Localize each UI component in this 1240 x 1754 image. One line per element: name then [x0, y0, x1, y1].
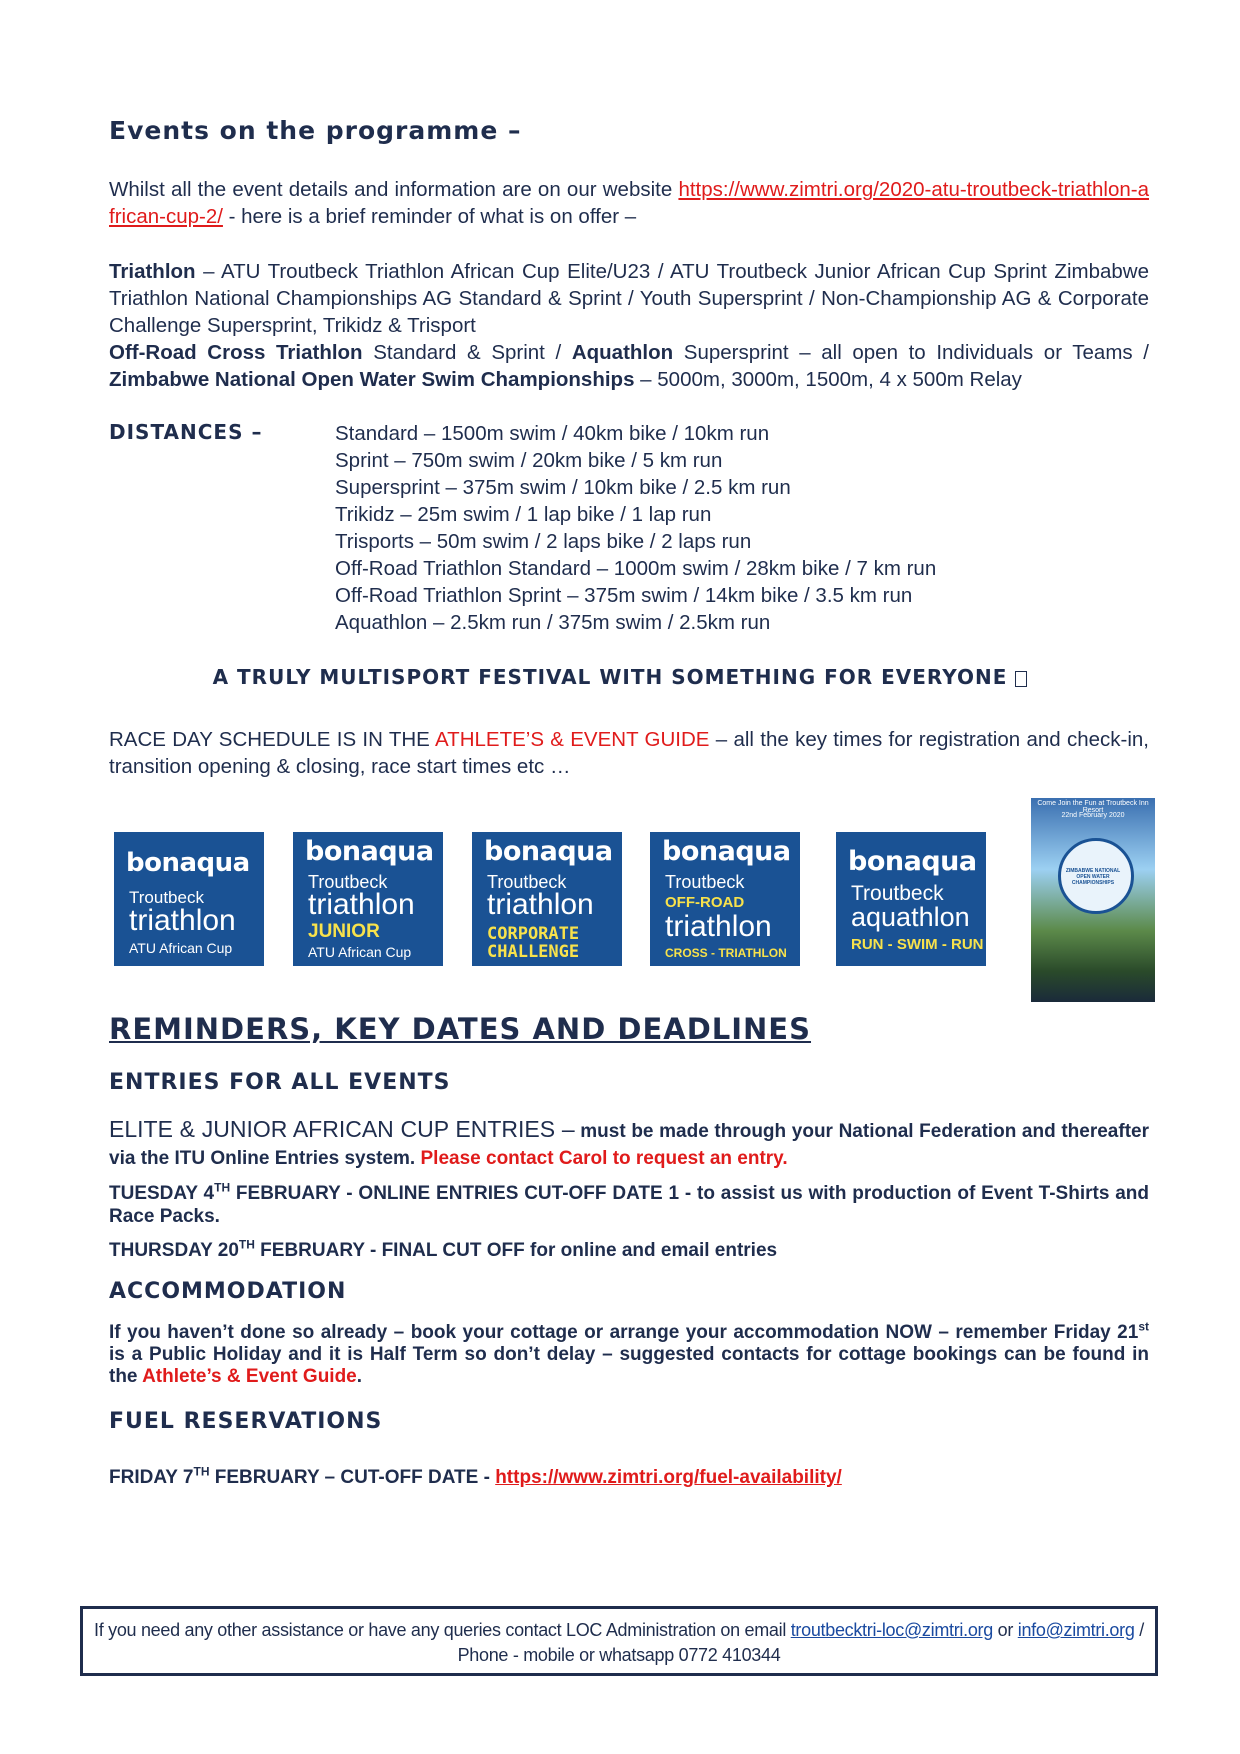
logo-line: triathlon: [129, 904, 236, 937]
footer-phone: Phone - mobile or whatsapp 0772 410344: [457, 1645, 781, 1665]
logo-line: JUNIOR: [308, 921, 380, 942]
poster-top-text: Come Join the Fun at Troutbeck Inn Resort: [1037, 800, 1149, 814]
contact-carol-note: Please contact Carol to request an entry.: [420, 1148, 788, 1169]
contact-footer: [80, 1606, 1158, 1676]
loc-email-link[interactable]: troutbecktri-loc@zimtri.org: [790, 1620, 993, 1640]
distance-item: Sprint – 750m swim / 20km bike / 5 km run: [335, 449, 723, 472]
elite-entries: [109, 1116, 1149, 1172]
logo-line: triathlon: [308, 888, 415, 921]
missing-glyph-icon: [1015, 671, 1027, 687]
logo-line: Troutbeck: [665, 872, 745, 892]
accommodation-text-end: .: [356, 1366, 363, 1387]
logo-triathlon-african-cup: [114, 832, 264, 966]
logo-line: Troutbeck: [487, 872, 567, 892]
logo-line: CROSS - TRIATHLON: [665, 946, 787, 960]
ordinal-suffix: TH: [193, 1464, 210, 1479]
swim-champs-text: – 5000m, 3000m, 1500m, 4 x 500m Relay: [634, 368, 1022, 391]
logo-line: triathlon: [665, 910, 772, 943]
deadline-date: TUESDAY 4: [109, 1183, 215, 1204]
fuel-deadline: [109, 1466, 1149, 1489]
logo-corporate-challenge: [472, 832, 622, 966]
logo-line: Troutbeck: [129, 888, 204, 907]
logo-aquathlon: [836, 832, 986, 966]
logo-line: aquathlon: [851, 902, 970, 932]
distance-item: Standard – 1500m swim / 40km bike / 10km run: [335, 422, 770, 445]
distance-item: Trikidz – 25m swim / 1 lap bike / 1 lap run: [335, 503, 712, 526]
bonaqua-wordmark: bonaqua: [484, 836, 613, 867]
distance-item: Aquathlon – 2.5km run / 375m swim / 2.5km run: [335, 611, 771, 634]
reminders-heading: REMINDERS, KEY DATES AND DEADLINES: [109, 1012, 812, 1046]
deadline-date: THURSDAY 20: [109, 1240, 239, 1261]
distance-item: Trisports – 50m swim / 2 laps bike / 2 laps run: [335, 530, 752, 553]
logo-line: triathlon: [487, 888, 594, 921]
offroad-label: Off-Road Cross Triathlon: [109, 341, 363, 364]
footer-text: or: [992, 1620, 1018, 1640]
fuel-heading: FUEL RESERVATIONS: [109, 1409, 383, 1434]
deadline-text: FEBRUARY – CUT-OFF DATE -: [209, 1467, 496, 1488]
logo-line: CORPORATE: [487, 924, 580, 944]
guide-reference: Athlete’s & Event Guide: [142, 1366, 357, 1387]
thursday-deadline: [109, 1239, 1149, 1262]
triathlon-text: – ATU Troutbeck Triathlon African Cup Elite/U23 / ATU Troutbeck Junior African Cup Sprint Zimbabwe Triathlon National Championships AG Standard & Sprint / Youth Supersprint / Non-Championship AG & Corporate Challenge Supersprint, Trikidz & Trisport: [109, 260, 1149, 337]
elite-entries-text: must be made through your National Federation and thereafter via the ITU Online Entries system.: [109, 1121, 1149, 1169]
aquathlon-text: Supersprint – all open to Individuals or Teams /: [673, 341, 1149, 364]
aquathlon-label: Aquathlon: [571, 341, 674, 364]
info-email-link[interactable]: info@zimtri.org: [1017, 1620, 1135, 1640]
intro-text: Whilst all the event details and information are on our website: [109, 178, 679, 201]
swim-champs-label: Zimbabwe National Open Water Swim Championships: [109, 368, 635, 391]
logo-line: Troutbeck: [851, 882, 944, 905]
accommodation-text-mid: is a Public Holiday and it is Half Term so don’t delay – suggested contacts for cottage bookings can be found in the: [109, 1344, 1149, 1387]
distance-item: Off-Road Triathlon Sprint – 375m swim / 14km bike / 3.5 km run: [335, 584, 913, 607]
elite-entries-title: ELITE & JUNIOR AFRICAN CUP ENTRIES –: [109, 1116, 575, 1142]
poster-date: 22nd February 2020: [1061, 812, 1125, 819]
triathlon-label: Triathlon: [109, 260, 196, 283]
bonaqua-wordmark: bonaqua: [305, 836, 434, 867]
logo-line: RUN - SWIM - RUN: [851, 936, 984, 953]
logo-junior-african-cup: [293, 832, 443, 966]
race-day-paragraph: [109, 726, 1149, 780]
deadline-text: FEBRUARY - ONLINE ENTRIES CUT-OFF DATE 1 - to assist us with production of Event T-Shirts and Race Packs.: [109, 1183, 1149, 1227]
festival-text: A TRULY MULTISPORT FESTIVAL WITH SOMETHING FOR EVERYONE: [212, 665, 1008, 689]
distance-item: Off-Road Triathlon Standard – 1000m swim / 28km bike / 7 km run: [335, 557, 937, 580]
ordinal-suffix: TH: [214, 1180, 231, 1195]
distance-item: Supersprint – 375m swim / 10km bike / 2.5 km run: [335, 476, 791, 499]
deadline-text: FEBRUARY - FINAL CUT OFF for online and email entries: [254, 1240, 778, 1261]
race-day-text: RACE DAY SCHEDULE IS IN THE: [109, 728, 436, 751]
race-day-text-end: – all the key times for registration and check-in, transition opening & closing, race start times etc …: [109, 728, 1149, 778]
footer-text: If you need any other assistance or have any queries contact LOC Administration on email: [94, 1620, 791, 1640]
footer-text: /: [1134, 1620, 1144, 1640]
offroad-text: Standard & Sprint /: [362, 341, 572, 364]
events-paragraph: [109, 258, 1149, 393]
poster-title: ZIMBABWE NATIONAL OPEN WATER CHAMPIONSHIPS: [1065, 868, 1121, 886]
intro-paragraph: [109, 176, 1149, 230]
deadline-date: FRIDAY 7: [109, 1467, 194, 1488]
bonaqua-wordmark: bonaqua: [662, 836, 791, 867]
events-heading: Events on the programme –: [109, 116, 522, 145]
accommodation-text: [109, 1319, 1149, 1388]
distances-label: DISTANCES –: [109, 420, 263, 444]
bonaqua-wordmark: bonaqua: [126, 848, 250, 878]
intro-text-end: - here is a brief reminder of what is on offer –: [222, 205, 637, 228]
logo-line: OFF-ROAD: [665, 894, 745, 911]
ordinal-suffix: TH: [238, 1237, 255, 1252]
accommodation-heading: ACCOMMODATION: [109, 1279, 347, 1304]
logo-line: ATU African Cup: [308, 944, 412, 960]
entries-heading: ENTRIES FOR ALL EVENTS: [109, 1070, 451, 1095]
festival-banner: [0, 665, 1240, 689]
distances-list: [335, 420, 936, 636]
logo-line: CHALLENGE: [487, 942, 580, 962]
open-water-poster: [1031, 798, 1155, 1002]
bonaqua-wordmark: bonaqua: [848, 846, 977, 877]
fuel-availability-link[interactable]: https://www.zimtri.org/fuel-availability/: [495, 1467, 842, 1488]
ordinal-suffix: st: [1138, 1319, 1149, 1334]
logo-line: Troutbeck: [308, 872, 388, 892]
website-link[interactable]: https://www.zimtri.org/2020-atu-troutbeck-triathlon-african-cup-2/: [109, 178, 1149, 228]
guide-reference: ATHLETE’S & EVENT GUIDE: [435, 728, 710, 751]
accommodation-text-start: If you haven’t done so already – book your cottage or arrange your accommodation NOW – remember Friday 21: [109, 1322, 1139, 1343]
tuesday-deadline: [109, 1182, 1149, 1228]
logo-offroad-triathlon: [650, 832, 800, 966]
logo-line: ATU African Cup: [129, 940, 233, 956]
